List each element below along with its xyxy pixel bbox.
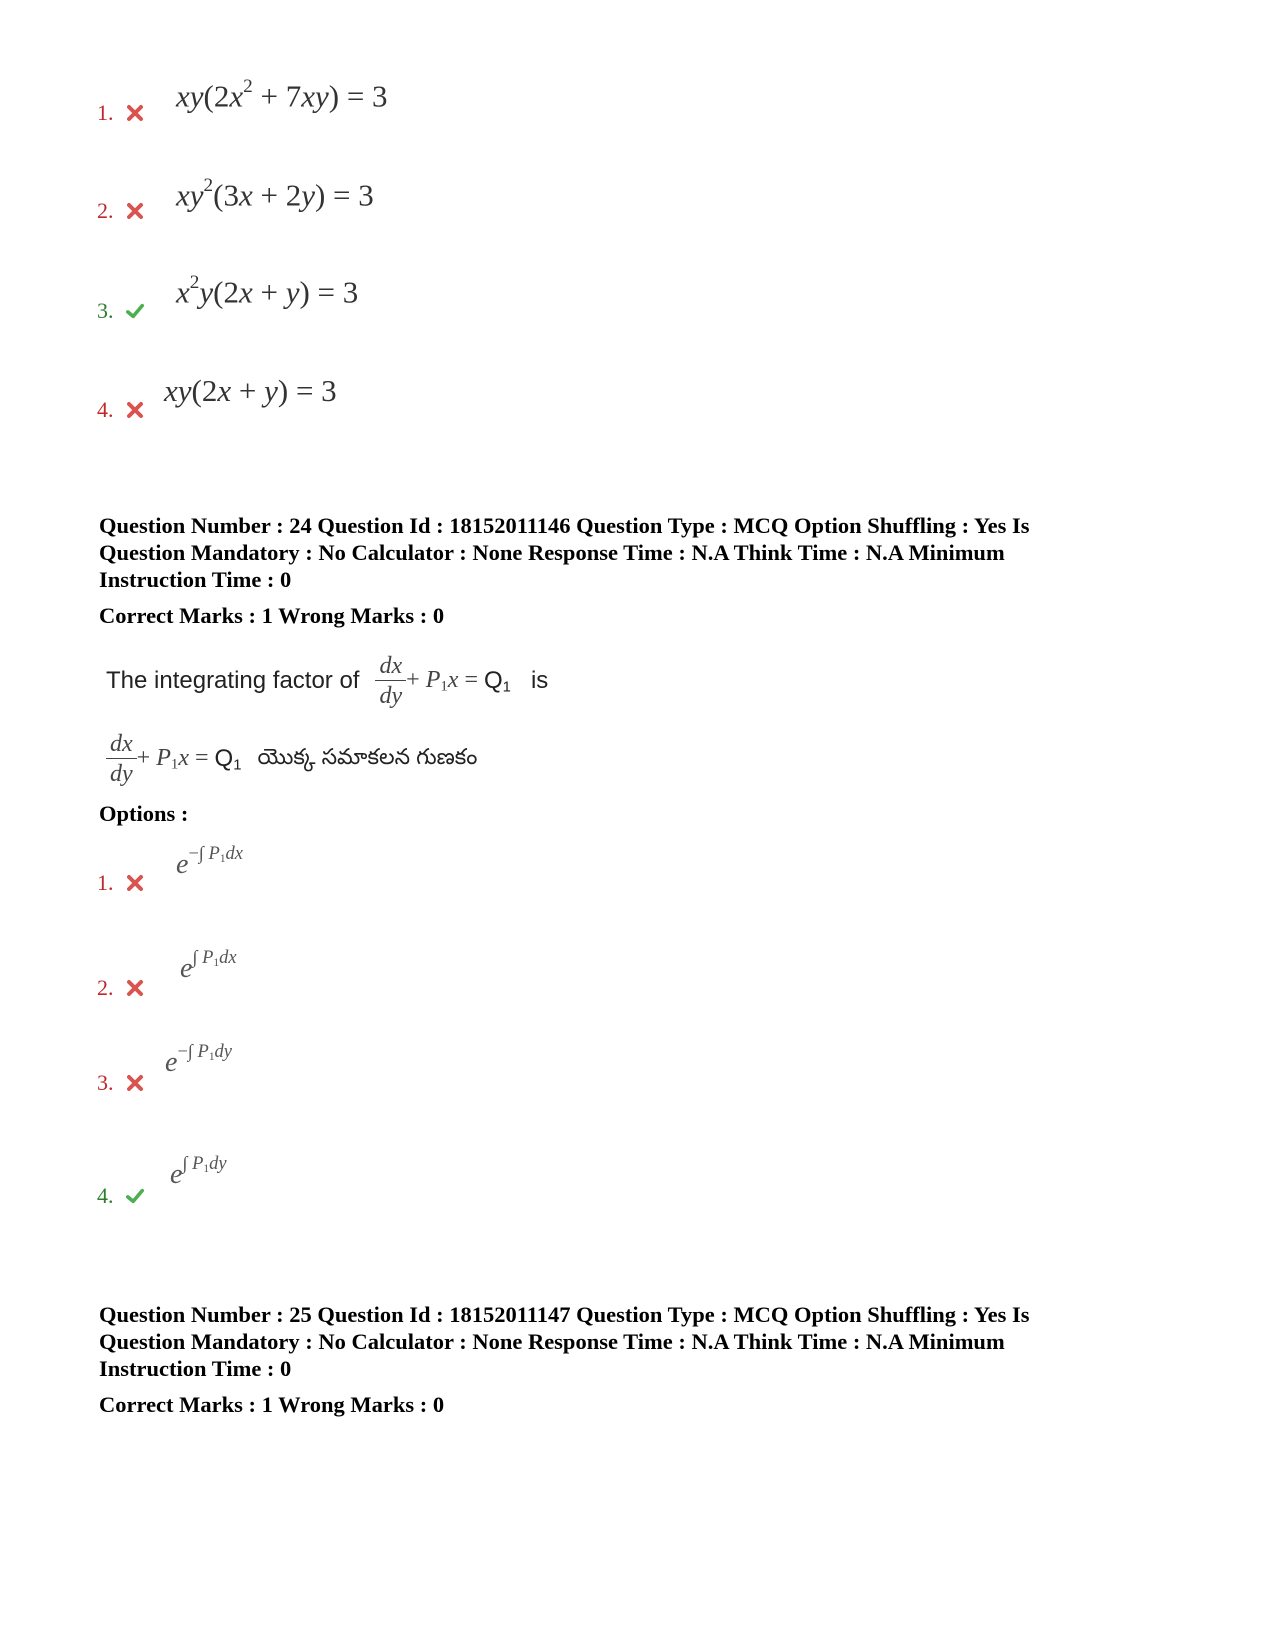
option-number: 2.: [97, 198, 114, 223]
q24-option-3: [97, 1070, 144, 1096]
q24-option-4-formula: $e^{\int P_1dy}$: [170, 1153, 227, 1190]
meta-line: Question Mandatory : No Calculator : None Response Time : N.A Think Time : N.A Minimum: [99, 540, 1005, 565]
q24-option-3-formula: $e^{-\int P_1dy}$: [165, 1041, 232, 1078]
equation: $\frac{dx}{dy}$ + $P_1x$ = $Q_1$: [375, 652, 510, 711]
q24-option-1-formula: $e^{-\int P_1dx}$: [176, 843, 243, 880]
cross-icon: [126, 1074, 144, 1092]
meta-line: Instruction Time : 0: [99, 1356, 292, 1381]
prev-option-2-formula: $xy^2(3x + 2y) = 3$: [176, 175, 374, 213]
question-24-meta: [99, 512, 1199, 593]
option-number: 1.: [97, 870, 114, 895]
cross-icon: [126, 874, 144, 892]
prev-option-4-formula: xy(2x + y) = 3: [164, 373, 337, 408]
equation: $\frac{dx}{dy}$ + $P_1x$ = $Q_1$: [106, 730, 241, 789]
meta-line: Question Mandatory : No Calculator : None Response Time : N.A Think Time : N.A Minimum: [99, 1329, 1005, 1354]
prev-option-3-formula: $x^2y(2x + y) = 3$: [176, 272, 359, 310]
q24-option-1: [97, 870, 144, 896]
prev-option-4: [97, 397, 144, 423]
q24-option-2-formula: $e^{\int P_1dx}$: [180, 947, 237, 984]
cross-icon: [126, 104, 144, 122]
meta-line: Instruction Time : 0: [99, 567, 292, 592]
question-25-meta: [99, 1301, 1199, 1382]
check-icon: [126, 302, 144, 320]
prev-option-3: [97, 298, 144, 324]
meta-line: Question Number : 24 Question Id : 18152011146 Question Type : MCQ Option Shuffling : Yes Is: [99, 513, 1030, 538]
q24-option-4: [97, 1183, 144, 1209]
option-number: 3.: [97, 1070, 114, 1095]
question-text-suffix: is: [530, 667, 549, 694]
prev-option-2: [97, 198, 144, 224]
prev-option-1-formula: $xy(2x^2 + 7xy) = 3$: [176, 76, 388, 114]
option-number: 3.: [97, 298, 114, 323]
option-number: 2.: [97, 975, 114, 1000]
question-24-text-english: [106, 646, 548, 716]
question-text: The integrating factor of: [106, 667, 360, 694]
cross-icon: [126, 202, 144, 220]
meta-line: Question Number : 25 Question Id : 18152011147 Question Type : MCQ Option Shuffling : Yes Is: [99, 1302, 1030, 1327]
check-icon: [126, 1187, 144, 1205]
options-label: Options :: [99, 801, 189, 826]
question-24-text-telugu: [106, 724, 477, 794]
cross-icon: [126, 979, 144, 997]
q24-option-2: [97, 975, 144, 1001]
option-number: 4.: [97, 397, 114, 422]
question-24-marks: Correct Marks : 1 Wrong Marks : 0: [99, 603, 445, 628]
question-25-marks: Correct Marks : 1 Wrong Marks : 0: [99, 1392, 445, 1417]
prev-option-1: [97, 100, 144, 126]
question-text-telugu: యొక్క సమాకలన గుణకం: [257, 743, 478, 769]
option-number: 1.: [97, 100, 114, 125]
option-number: 4.: [97, 1183, 114, 1208]
cross-icon: [126, 401, 144, 419]
